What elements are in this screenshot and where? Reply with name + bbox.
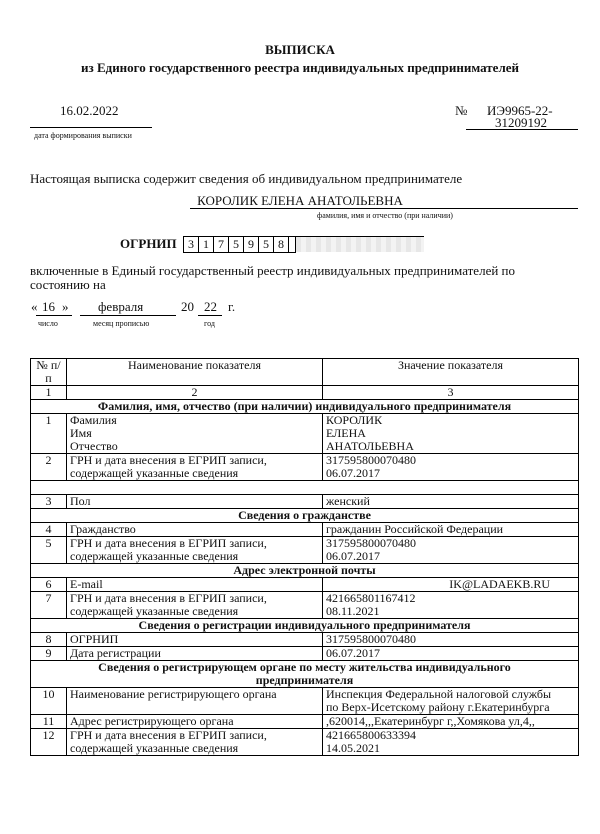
label-line: ГРН и дата внесения в ЕГРИП записи, (70, 591, 267, 605)
label-surname: Фамилия (70, 413, 117, 427)
table-row (31, 729, 579, 756)
row-number: 6 (31, 578, 67, 592)
row-value: гражданин Российской Федерации (323, 523, 579, 537)
row-value (323, 729, 579, 756)
close-quote: » (62, 299, 69, 314)
value-grn: 317595800070480 (326, 453, 416, 467)
section-fio: Фамилия, имя, отчество (при наличии) индивидуального предпринимателя (31, 400, 579, 414)
ogrnip-digit-box-partial (288, 236, 296, 253)
label-patronymic: Отчество (70, 439, 118, 453)
ogrnip-digit: 5 (228, 236, 244, 253)
year-caption: год (204, 319, 215, 328)
label-first-name: Имя (70, 426, 92, 440)
row-value: ,620014,,,Екатеринбург г,,Хомякова ул,4,, (323, 715, 579, 729)
section-row (31, 564, 579, 578)
table-column-number-row (31, 386, 579, 400)
ogrnip-digit: 3 (183, 236, 199, 253)
ogrnip-top-line (296, 236, 424, 237)
row-label (67, 454, 323, 481)
as-of-month: февраля (98, 299, 144, 314)
row-number: 9 (31, 647, 67, 661)
table-row (31, 537, 579, 564)
table-row (31, 647, 579, 661)
value-date: 08.11.2021 (326, 604, 380, 618)
table-row (31, 454, 579, 481)
table-row (31, 523, 579, 537)
row-number: 8 (31, 633, 67, 647)
ogrnip-digit: 1 (198, 236, 214, 253)
row-label (67, 414, 323, 454)
ogrnip-digit: 8 (273, 236, 289, 253)
header-indicator-name: Наименование показателя (67, 359, 323, 386)
row-label: Гражданство (67, 523, 323, 537)
year-suffix: 22 (204, 299, 217, 314)
row-label: ОГРНИП (67, 633, 323, 647)
row-label: Наименование регистрирующего органа (67, 688, 323, 715)
row-number: 2 (31, 454, 67, 481)
number-sign: № (455, 103, 468, 118)
section-row (31, 661, 579, 688)
row-label (67, 729, 323, 756)
row-number: 3 (31, 495, 67, 509)
row-label: Адрес регистрирующего органа (67, 715, 323, 729)
label-line: ГРН и дата внесения в ЕГРИП записи, (70, 536, 267, 550)
section-authority-line1: Сведения о регистрирующем органе по месту жительства индивидуального (98, 660, 511, 674)
year-prefix: 20 (181, 299, 194, 314)
row-number: 10 (31, 688, 67, 715)
row-label: Пол (67, 495, 323, 509)
label-line: содержащей указанные сведения (70, 604, 239, 618)
header-indicator-value: Значение показателя (323, 359, 579, 386)
redacted-ogrnip-digits (296, 236, 424, 252)
section-citizenship: Сведения о гражданстве (31, 509, 579, 523)
extract-number-underline (466, 129, 578, 130)
row-value: 06.07.2017 (323, 647, 579, 661)
value-grn: 421665800633394 (326, 728, 416, 742)
included-text-line2: состоянию на (30, 277, 106, 292)
ogrnip-digit: 5 (258, 236, 274, 253)
section-registration: Сведения о регистрации индивидуального предпринимателя (31, 619, 579, 633)
label-line: содержащей указанные сведения (70, 466, 239, 480)
row-value: женский (323, 495, 579, 509)
row-value (323, 592, 579, 619)
row-value (323, 454, 579, 481)
row-label (67, 537, 323, 564)
value-first-name: ЕЛЕНА (326, 426, 366, 440)
document-subtitle: из Единого государственного реестра индивидуальных предпринимателей (80, 60, 520, 75)
section-row (31, 509, 579, 523)
column-number: 2 (67, 386, 323, 400)
column-number: 1 (31, 386, 67, 400)
section-authority (31, 661, 579, 688)
extract-table (30, 358, 579, 756)
year-unit: г. (228, 299, 236, 314)
row-value (323, 688, 579, 715)
table-row (31, 633, 579, 647)
row-label (67, 592, 323, 619)
person-name: КОРОЛИК ЕЛЕНА АНАТОЛЬЕВНА (197, 193, 403, 208)
value-date: 06.07.2017 (326, 549, 380, 563)
row-number: 5 (31, 537, 67, 564)
table-row (31, 715, 579, 729)
row-label: E-mail (67, 578, 323, 592)
table-row (31, 592, 579, 619)
row-value (323, 414, 579, 454)
empty-cell (31, 481, 579, 495)
value-grn: 421665801167412 (326, 591, 416, 605)
section-authority-line2: предпринимателя (255, 673, 354, 687)
section-row (31, 400, 579, 414)
row-value-email: IK@LADAEKB.RU (323, 578, 579, 592)
section-row (31, 619, 579, 633)
formation-date-caption: дата формирования выписки (34, 131, 132, 140)
month-underline (80, 315, 176, 316)
ogrnip-digit: 7 (213, 236, 229, 253)
as-of-day: 16 (42, 299, 55, 314)
label-line: ГРН и дата внесения в ЕГРИП записи, (70, 453, 267, 467)
column-number: 3 (323, 386, 579, 400)
value-date: 06.07.2017 (326, 466, 380, 480)
table-empty-row (31, 481, 579, 495)
row-value (323, 537, 579, 564)
table-row (31, 688, 579, 715)
table-row (31, 578, 579, 592)
value-line: Инспекция Федеральной налоговой службы (326, 687, 552, 701)
row-number: 7 (31, 592, 67, 619)
row-label: Дата регистрации (67, 647, 323, 661)
included-text-line1: включенные в Единый государственный реестр индивидуальных предпринимателей по (30, 263, 515, 278)
ogrnip-label: ОГРНИП (120, 236, 177, 251)
value-line: по Верх-Исетскому району г.Екатеринбурга (326, 700, 550, 714)
header-number: № п/п (31, 359, 67, 386)
open-quote: « (31, 299, 38, 314)
person-name-underline (190, 208, 578, 209)
row-number: 11 (31, 715, 67, 729)
row-number: 1 (31, 414, 67, 454)
formation-date-underline (30, 127, 152, 128)
intro-text: Настоящая выписка содержит сведения об индивидуальном предпринимателе (30, 171, 463, 186)
row-value: 317595800070480 (323, 633, 579, 647)
value-grn: 317595800070480 (326, 536, 416, 550)
document-title: ВЫПИСКА (265, 42, 335, 57)
value-date: 14.05.2021 (326, 741, 380, 755)
row-number: 4 (31, 523, 67, 537)
row-number: 12 (31, 729, 67, 756)
extract-number-line1: ИЭ9965-22- (487, 103, 553, 118)
extract-number-line2: 31209192 (495, 115, 547, 130)
table-row (31, 414, 579, 454)
ogrnip-digit: 9 (243, 236, 259, 253)
person-name-caption: фамилия, имя и отчество (при наличии) (317, 211, 453, 220)
day-caption: число (38, 319, 58, 328)
month-caption: месяц прописью (93, 319, 150, 328)
year-underline (198, 315, 222, 316)
value-surname: КОРОЛИК (326, 413, 383, 427)
section-email: Адрес электронной почты (31, 564, 579, 578)
day-underline (36, 315, 72, 316)
label-line: ГРН и дата внесения в ЕГРИП записи, (70, 728, 267, 742)
value-patronymic: АНАТОЛЬЕВНА (326, 439, 414, 453)
table-row (31, 495, 579, 509)
table-header-row (31, 359, 579, 386)
label-line: содержащей указанные сведения (70, 549, 239, 563)
formation-date: 16.02.2022 (60, 103, 119, 118)
label-line: содержащей указанные сведения (70, 741, 239, 755)
